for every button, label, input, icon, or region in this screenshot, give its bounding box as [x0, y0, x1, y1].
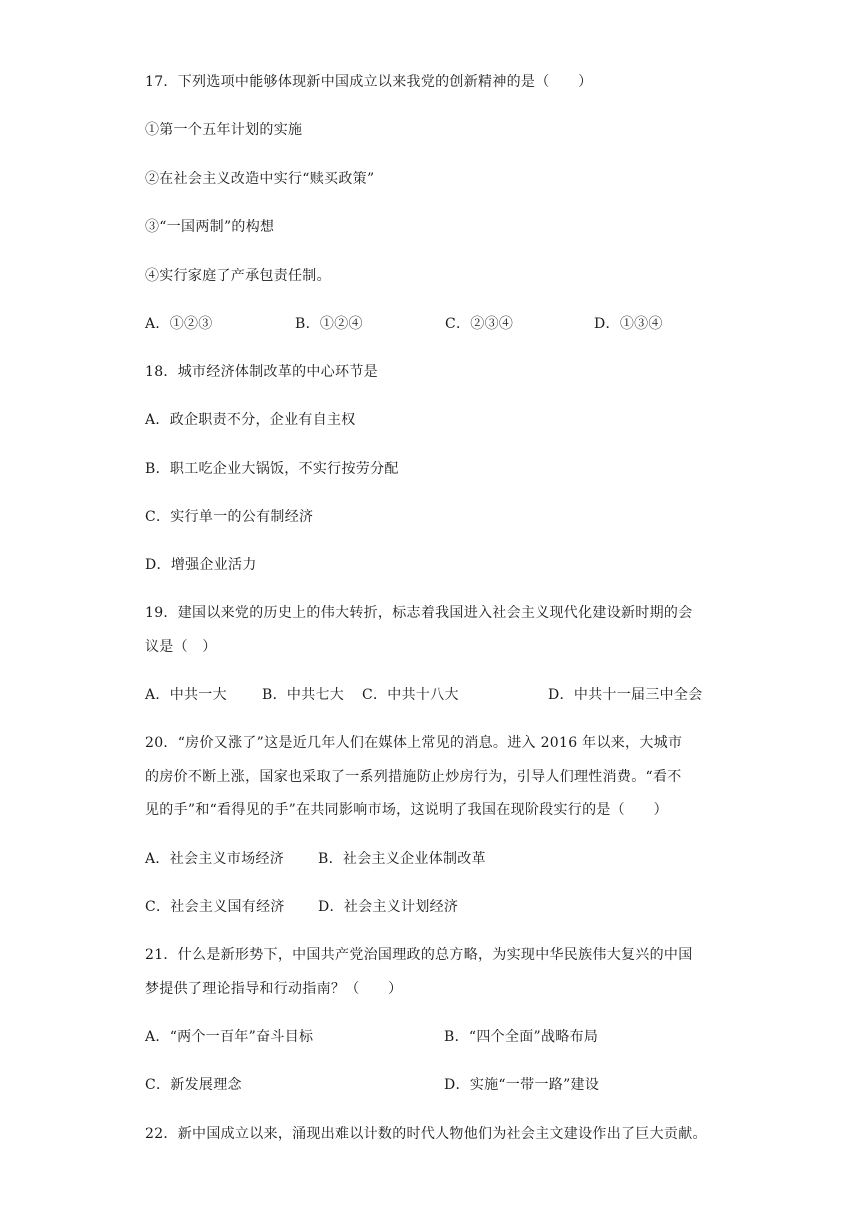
q19-option-c: C．中共十八大 — [362, 687, 459, 703]
q21-option-d: D．实施“一带一路”建设 — [444, 1077, 600, 1093]
q20-option-d: D．社会主义计划经济 — [318, 899, 459, 915]
q17-item-4: ④实行家庭了产承包责任制。 — [145, 268, 331, 284]
q19-option-b: B．中共七大 — [262, 687, 345, 703]
q18-stem: 18．城市经济体制改革的中心环节是 — [145, 364, 378, 380]
q20-stem-line-2: 的房价不断上涨，国家也采取了一系列措施防止炒房行为，引导人们理性消费。“看不 — [145, 769, 682, 785]
q20-option-a: A．社会主义市场经济 — [145, 851, 285, 867]
q17-stem: 17．下列选项中能够体现新中国成立以来我党的创新精神的是（ ） — [145, 74, 593, 90]
q17-item-3: ③“一国两制”的构想 — [145, 219, 275, 235]
q17-option-d: D．①③④ — [594, 316, 663, 332]
q18-option-b: B．职工吃企业大锅饭，不实行按劳分配 — [145, 461, 399, 477]
q18-option-c: C．实行单一的公有制经济 — [145, 509, 314, 525]
q19-option-a: A．中共一大 — [145, 687, 227, 703]
q18-option-d: D．增强企业活力 — [145, 557, 257, 573]
q17-option-c: C．②③④ — [445, 316, 514, 332]
q21-option-a: A．“两个一百年”奋斗目标 — [145, 1029, 314, 1045]
q21-stem-line-1: 21．什么是新形势下，中国共产党治国理政的总方略，为实现中华民族伟大复兴的中国 — [145, 947, 693, 963]
q17-option-b: B．①②④ — [295, 316, 363, 332]
q21-option-c: C．新发展理念 — [145, 1077, 242, 1093]
q22-stem-line-1: 22．新中国成立以来，涌现出难以计数的时代人物他们为社会主文建设作出了巨大贡献。 — [145, 1126, 707, 1142]
q19-stem-line-2: 议是（ ） — [145, 639, 217, 655]
q17-option-a: A．①②③ — [145, 316, 213, 332]
q20-option-c: C．社会主义国有经济 — [145, 899, 285, 915]
q19-option-d: D．中共十一届三中全会 — [548, 687, 703, 703]
q18-option-a: A．政企职责不分，企业有自主权 — [145, 412, 356, 428]
q20-stem-line-3: 见的手”和“看得见的手”在共同影响市场，这说明了我国在现阶段实行的是（ ） — [145, 802, 668, 818]
q19-stem-line-1: 19．建国以来党的历史上的伟大转折，标志着我国进入社会主义现代化建设新时期的会 — [145, 605, 693, 621]
q21-stem-line-2: 梦提供了理论指导和行动指南？（ ） — [145, 981, 403, 997]
q17-item-1: ①第一个五年计划的实施 — [145, 122, 303, 138]
q17-item-2: ②在社会主义改造中实行“赎买政策” — [145, 171, 375, 187]
q20-stem-line-1: 20．“房价又涨了”这是近几年人们在媒体上常见的消息。进入 2016 年以来，大城市 — [145, 735, 683, 751]
q20-option-b: B．社会主义企业体制改革 — [318, 851, 486, 867]
q21-option-b: B．“四个全面”战略布局 — [444, 1029, 599, 1045]
